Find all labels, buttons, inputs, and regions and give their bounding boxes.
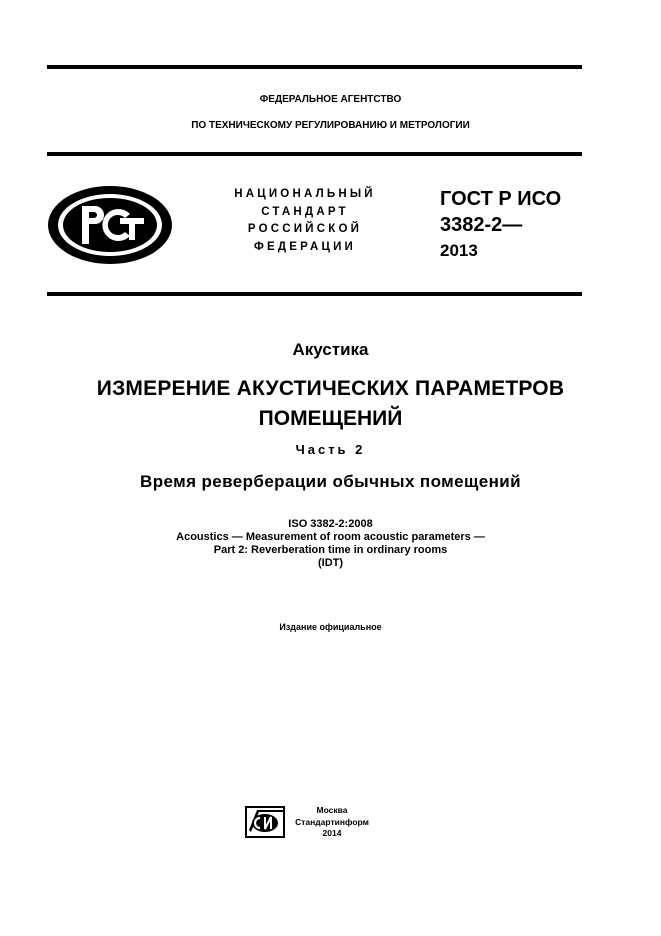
publisher-info [292, 805, 372, 840]
iso-title-line-2: Part 2: Reverberation time in ordinary rooms [213, 544, 448, 556]
national-line: РОССИЙСКОЙ [247, 223, 363, 235]
designation-year: 2013 [440, 241, 478, 260]
main-title-line-1: ИЗМЕРЕНИЕ АКУСТИЧЕСКИХ ПАРАМЕТРОВ [96, 377, 565, 400]
publisher-year: 2014 [322, 828, 342, 838]
part-label: Часть 2 [295, 442, 366, 457]
designation-line-1: ГОСТ Р ИСО [440, 188, 562, 210]
bottom-rule [47, 292, 582, 296]
iso-title-line-1: Acoustics — Measurement of room acoustic parameters — [176, 531, 485, 543]
publisher-city: Москва [316, 805, 348, 815]
subtitle: Время реверберации обычных помещений [140, 472, 521, 491]
standard-designation [440, 186, 561, 264]
gost-r-logo [46, 184, 174, 266]
agency-name-line-2: ПО ТЕХНИЧЕСКОМУ РЕГУЛИРОВАНИЮ И МЕТРОЛОГИИ [191, 120, 470, 131]
top-rule [47, 65, 582, 69]
national-line: НАЦИОНАЛЬНЫЙ [234, 188, 376, 200]
iso-degree: (IDT) [317, 557, 344, 569]
publisher-name: Стандартинформ [295, 816, 369, 827]
standartinform-logo [245, 806, 285, 838]
main-title-line-2: ПОМЕЩЕНИЙ [258, 407, 403, 430]
national-standard-label [210, 186, 400, 256]
middle-rule [47, 152, 582, 156]
subject-heading: Акустика [292, 340, 369, 359]
iso-reference [0, 518, 661, 570]
national-line: ФЕДЕРАЦИИ [253, 240, 357, 253]
iso-number: ISO 3382-2:2008 [288, 518, 373, 530]
designation-line-2: 3382-2— [440, 214, 523, 236]
agency-name-line-1: ФЕДЕРАЛЬНОЕ АГЕНТСТВО [259, 94, 402, 105]
national-line: СТАНДАРТ [261, 205, 349, 218]
edition-note: Издание официальное [279, 622, 382, 632]
